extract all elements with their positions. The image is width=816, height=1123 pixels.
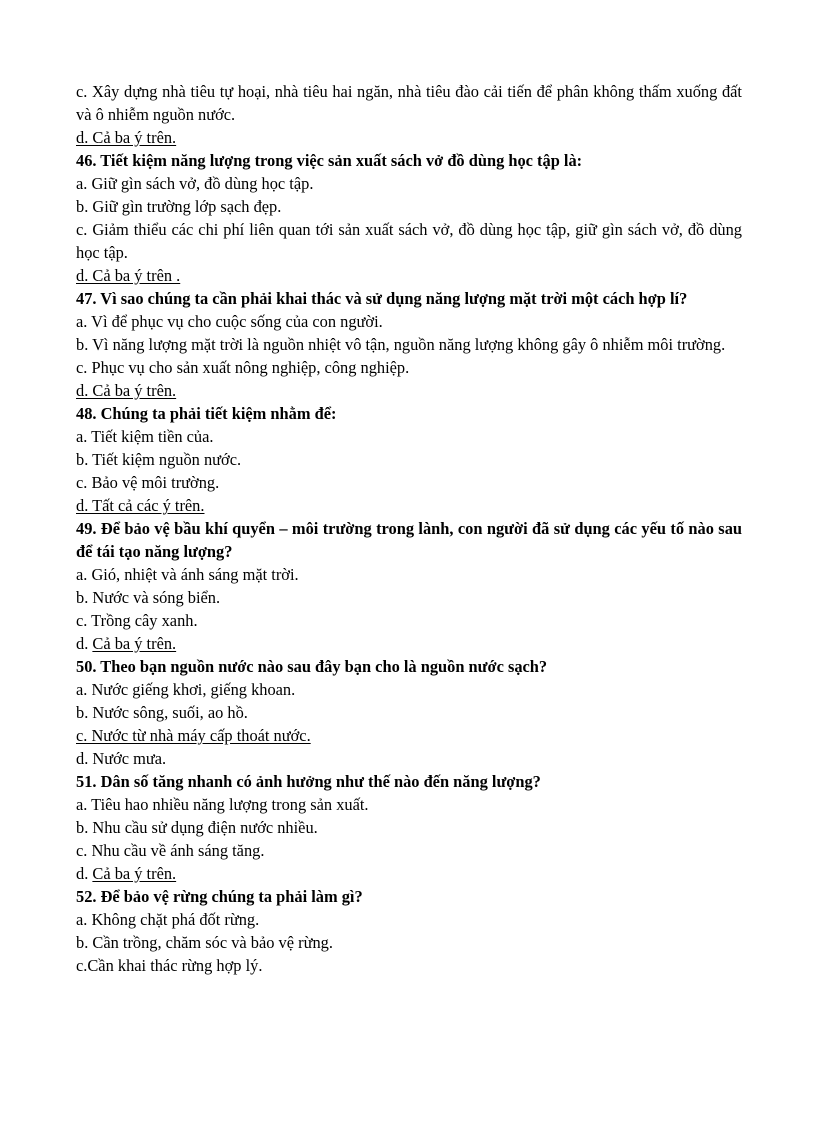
question-48-option-c: c. Bảo vệ môi trường. xyxy=(76,473,220,492)
question-50-option-d: d. Nước mưa. xyxy=(76,749,167,768)
question-51-option-d xyxy=(76,862,742,885)
question-51-title: 51. Dân số tăng nhanh có ảnh hưởng như thế nào đến năng lượng? xyxy=(76,772,541,791)
question-46-option-a: a. Giữ gìn sách vở, đồ dùng học tập. xyxy=(76,174,314,193)
question-51-option-b: b. Nhu cầu sử dụng điện nước nhiều. xyxy=(76,818,318,837)
question-46-title: 46. Tiết kiệm năng lượng trong việc sản xuất sách vở đồ dùng học tập là: xyxy=(76,151,583,170)
question-48-title: 48. Chúng ta phải tiết kiệm nhằm để: xyxy=(76,404,337,423)
question-52-title: 52. Để bảo vệ rừng chúng ta phải làm gì? xyxy=(76,887,363,906)
question-51-option-a: a. Tiêu hao nhiều năng lượng trong sản xuất. xyxy=(76,795,369,814)
question-50-option-a: a. Nước giếng khơi, giếng khoan. xyxy=(76,680,296,699)
question-49-option-c: c. Trồng cây xanh. xyxy=(76,611,198,630)
question-47-title: 47. Vì sao chúng ta cần phải khai thác và sử dụng năng lượng mặt trời một cách hợp lí? xyxy=(76,289,688,308)
question-49-option-d-answer: Cả ba ý trên. xyxy=(92,634,177,653)
question-52-option-a: a. Không chặt phá đốt rừng. xyxy=(76,910,260,929)
question-46-option-c: c. Giảm thiểu các chi phí liên quan tới sản xuất sách vở, đồ dùng học tập, giữ gìn sách vở, đồ dùng học tập. xyxy=(76,220,742,262)
question-49-option-d-prefix: d. xyxy=(76,634,93,653)
question-47-option-a: a. Vì để phục vụ cho cuộc sống của con người. xyxy=(76,312,383,331)
question-48-option-a: a. Tiết kiệm tiền của. xyxy=(76,427,214,446)
question-49-option-b: b. Nước và sóng biển. xyxy=(76,588,221,607)
question-46-option-d-answer: d. Cả ba ý trên . xyxy=(76,266,181,285)
question-50-option-b: b. Nước sông, suối, ao hồ. xyxy=(76,703,248,722)
question-46-option-b: b. Giữ gìn trường lớp sạch đẹp. xyxy=(76,197,282,216)
question-48-option-d-answer: d. Tất cả các ý trên. xyxy=(76,496,205,515)
question-49-title: 49. Để bảo vệ bầu khí quyển – môi trường trong lành, con người đã sử dụng các yếu tố nào sau để tái tạo năng lượng? xyxy=(76,519,742,561)
question-50-title: 50. Theo bạn nguồn nước nào sau đây bạn cho là nguồn nước sạch? xyxy=(76,657,548,676)
question-47-option-c: c. Phục vụ cho sản xuất nông nghiệp, công nghiệp. xyxy=(76,358,410,377)
option-c-prev: c. Xây dựng nhà tiêu tự hoại, nhà tiêu hai ngăn, nhà tiêu đào cải tiến để phân không thấm xuống đất và ô nhiễm nguồn nước. xyxy=(76,82,742,124)
question-52-option-c: c.Cần khai thác rừng hợp lý. xyxy=(76,956,263,975)
document-page xyxy=(76,80,742,977)
question-51-option-d-prefix: d. xyxy=(76,864,93,883)
question-52-option-b: b. Cần trồng, chăm sóc và bảo vệ rừng. xyxy=(76,933,333,952)
question-48-option-b: b. Tiết kiệm nguồn nước. xyxy=(76,450,242,469)
option-d-prev-answer: d. Cả ba ý trên. xyxy=(76,128,177,147)
question-47-option-b: b. Vì năng lượng mặt trời là nguồn nhiệt vô tận, nguồn năng lượng không gây ô nhiễm môi trường. xyxy=(76,335,726,354)
question-51-option-c: c. Nhu cầu về ánh sáng tăng. xyxy=(76,841,265,860)
question-50-option-c-answer: c. Nước từ nhà máy cấp thoát nước. xyxy=(76,726,311,745)
question-49-option-d xyxy=(76,632,742,655)
question-47-option-d-answer: d. Cả ba ý trên. xyxy=(76,381,177,400)
question-51-option-d-answer: Cả ba ý trên. xyxy=(92,864,177,883)
question-49-option-a: a. Gió, nhiệt và ánh sáng mặt trời. xyxy=(76,565,299,584)
